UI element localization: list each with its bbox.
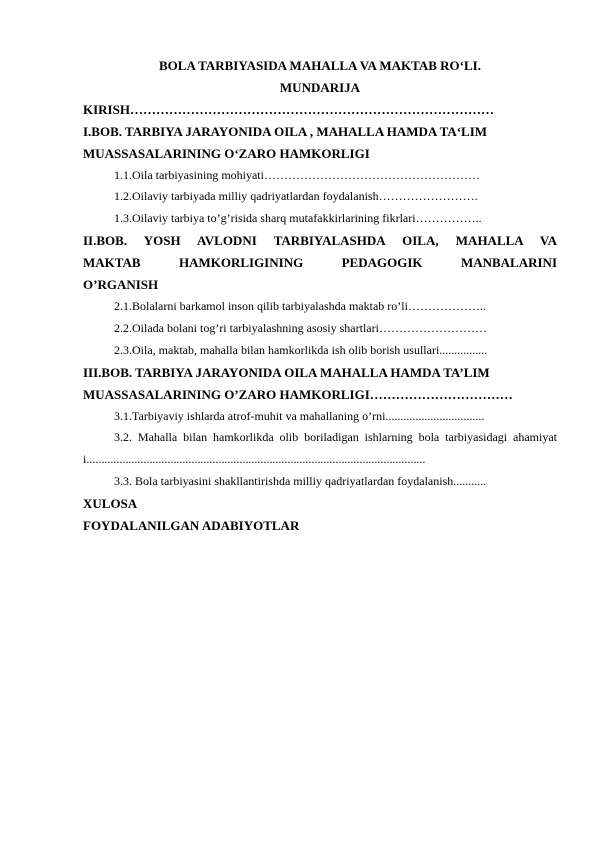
toc-chapter-3-line-2: MUASSASALARINING O’ZARO HAMKORLIGI……………………………	[83, 386, 513, 402]
toc-chapter-1-line-2: MUASSASALARINING O‘ZARO HAMKORLIGI	[83, 145, 370, 161]
toc-chapter-2-line-2: MAKTAB HAMKORLIGINING PEDAGOGIK MANBALARINI	[83, 255, 557, 271]
toc-chapter-2-line-1: II.BOB. YOSH AVLODNI TARBIYALASHDA OILA, MAHALLA VA	[83, 233, 557, 249]
toc-section-1-3: 1.3.Oilaviy tarbiya to’g’risida sharq mutafakkirlarining fikrlari……………..	[114, 211, 482, 226]
toc-chapter-2-line-3: O’RGANISH	[83, 277, 159, 293]
toc-chapter-1-line-1: I.BOB. TARBIYA JARAYONIDA OILA , MAHALLA HAMDA TA‘LIM	[83, 123, 488, 139]
toc-entry-intro: KIRISH…………………………………………………………………………	[83, 101, 494, 117]
toc-section-2-2: 2.2.Oilada bolani tog’ri tarbiyalashning asosiy shartlari………………………	[114, 320, 487, 335]
toc-section-2-1: 2.1.Bolalarni barkamol inson qilib tarbiyalashda maktab ro’li………………..	[114, 298, 486, 313]
toc-chapter-3-line-1: III.BOB. TARBIYA JARAYONIDA OILA MAHALLA HAMDA TA’LIM	[83, 364, 490, 380]
toc-section-3-1: 3.1.Tarbiyaviy ishlarda atrof-muhit va mahallaning o’rni.................................	[114, 408, 485, 423]
table-of-contents	[83, 55, 557, 537]
toc-entry-conclusion: XULOSA	[83, 496, 138, 512]
toc-section-2-3: 2.3.Oila, maktab, mahalla bilan hamkorlikda ish olib borish usullari................	[114, 342, 488, 357]
toc-section-1-1: 1.1.Oila tarbiyasining mohiyati………………………………………………	[114, 167, 480, 182]
toc-section-3-2: 3.2. Mahalla bilan hamkorlikda olib boriladigan ishlarning bola tarbiyasidagi ahamiyati.................................................................................................................	[83, 430, 557, 467]
toc-entry-references: FOYDALANILGAN ADABIYOTLAR	[83, 518, 300, 534]
toc-section-1-2: 1.2.Oilaviy tarbiyada milliy qadriyatlardan foydalanish…………………….	[114, 189, 478, 204]
toc-heading: MUNDARIJA	[279, 79, 361, 95]
toc-section-3-3: 3.3. Bola tarbiyasini shakllantirishda milliy qadriyatlardan foydalanish...........	[114, 474, 487, 489]
document-title: BOLA TARBIYASIDA MAHALLA VA MAKTAB RO‘LI.	[159, 58, 481, 73]
